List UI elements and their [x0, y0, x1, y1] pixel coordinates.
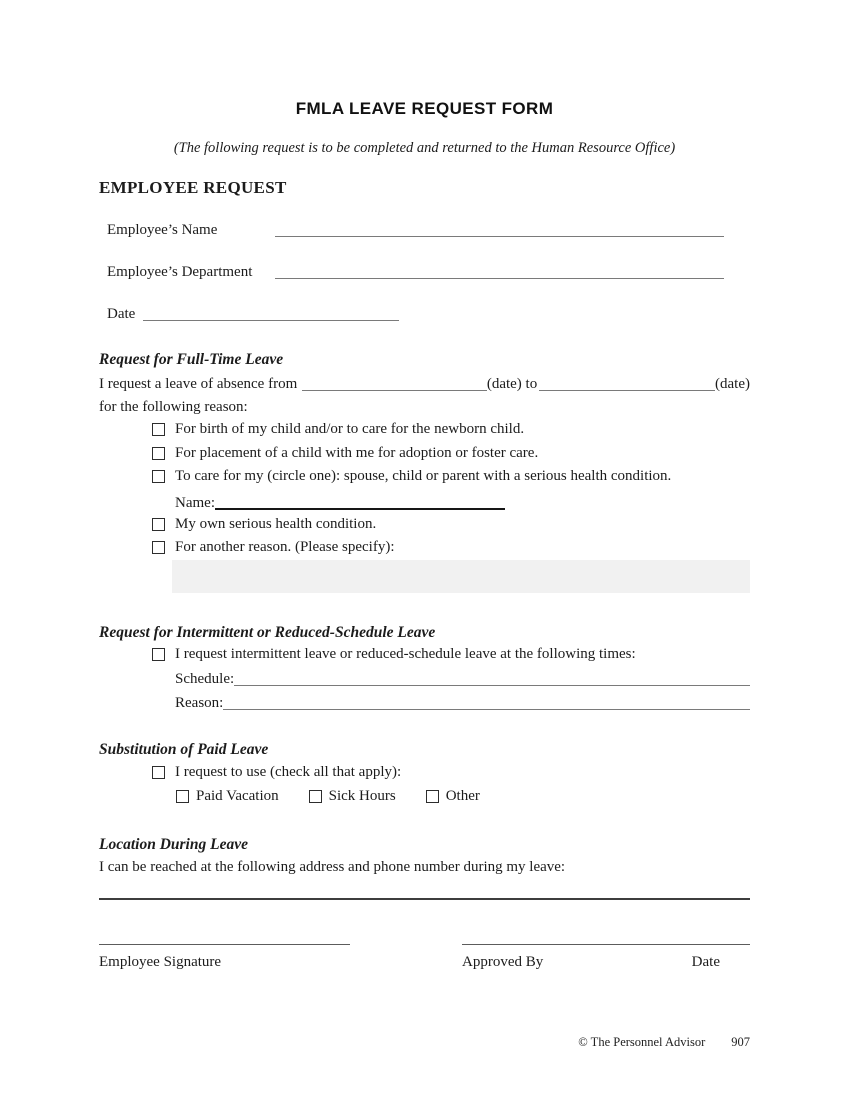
intermittent-reason-row — [175, 693, 750, 712]
reason-label-birth: For birth of my child and/or to care for the newborn child. — [175, 421, 525, 437]
employee-name-row — [99, 220, 750, 239]
reason-row-other — [152, 539, 750, 556]
employee-department-label: Employee’s Department — [107, 264, 253, 280]
reason-label-other: For another reason. (Please specify): — [175, 539, 395, 555]
other-reason-textarea[interactable] — [172, 560, 750, 593]
date-label: Date — [107, 306, 136, 322]
intermittent-checkbox-label: I request intermittent leave or reduced-schedule leave at the following times: — [175, 646, 636, 662]
form-number: 907 — [731, 1035, 750, 1049]
employee-signature-area — [99, 944, 350, 971]
reason-label-care-family: To care for my (circle one): spouse, child or parent with a serious health condition. — [175, 468, 672, 484]
page-footer — [578, 1035, 750, 1050]
checkbox-sick-hours[interactable] — [309, 790, 322, 803]
date-row — [99, 304, 750, 323]
paid-vacation-option — [176, 788, 279, 805]
approved-by-label: Approved By — [462, 954, 544, 970]
full-time-leave-heading: Request for Full-Time Leave — [99, 351, 284, 368]
employee-department-row — [99, 262, 750, 281]
paid-leave-checkbox-row — [99, 764, 750, 781]
employee-request-heading: EMPLOYEE REQUEST — [99, 178, 287, 197]
approval-date-label: Date — [691, 954, 720, 970]
other-option-label: Other — [445, 788, 480, 804]
checkbox-other-paid-leave[interactable] — [426, 790, 439, 803]
reason-row-own-health — [152, 516, 750, 533]
to-date-input[interactable] — [539, 377, 715, 391]
reason-label-adoption: For placement of a child with me for adoption or foster care. — [175, 444, 539, 461]
date-suffix-2: (date) — [715, 376, 750, 392]
schedule-label: Schedule: — [175, 671, 235, 687]
care-name-row — [175, 492, 750, 509]
intermittent-leave-heading: Request for Intermittent or Reduced-Schedule Leave — [99, 624, 436, 641]
location-text: I can be reached at the following address and phone number during my leave: — [99, 859, 566, 875]
page-title: FMLA LEAVE REQUEST FORM — [295, 99, 554, 118]
sick-hours-option — [309, 788, 396, 805]
form-instruction: (The following request is to be completed and returned to the Human Resource Office) — [173, 140, 676, 156]
paid-leave-checkbox-label: I request to use (check all that apply): — [175, 764, 402, 780]
reason-row-birth — [152, 421, 750, 438]
employee-department-input[interactable] — [275, 265, 724, 279]
paid-leave-heading: Substitution of Paid Leave — [99, 741, 269, 758]
schedule-row — [175, 669, 750, 688]
employee-signature-label: Employee Signature — [99, 954, 222, 970]
employee-signature-input[interactable] — [99, 944, 350, 945]
sick-hours-label: Sick Hours — [328, 788, 396, 804]
date-suffix-1: (date) to — [486, 376, 538, 392]
intermittent-reason-input[interactable] — [223, 696, 750, 710]
location-address-input[interactable] — [99, 898, 750, 900]
paid-vacation-label: Paid Vacation — [196, 788, 279, 804]
checkbox-other-reason[interactable] — [152, 541, 165, 554]
checkbox-intermittent-leave[interactable] — [152, 648, 165, 661]
full-time-reason-list — [99, 421, 750, 563]
checkbox-care-family-member[interactable] — [152, 470, 165, 483]
employee-name-label: Employee’s Name — [107, 222, 218, 238]
reason-row-adoption — [152, 445, 750, 462]
reason-label-own-health: My own serious health condition. — [175, 515, 377, 532]
checkbox-own-health-condition[interactable] — [152, 518, 165, 531]
other-option — [426, 788, 480, 805]
paid-leave-options — [176, 788, 750, 805]
signature-block — [99, 944, 750, 971]
from-date-input[interactable] — [302, 377, 487, 391]
approval-area — [462, 944, 750, 971]
reason-row-care-family — [152, 468, 750, 485]
checkbox-request-paid-leave[interactable] — [152, 766, 165, 779]
checkbox-paid-vacation[interactable] — [176, 790, 189, 803]
checkbox-birth-of-child[interactable] — [152, 423, 165, 436]
care-name-label: Name: — [175, 494, 215, 511]
leave-absence-prefix: I request a leave of absence from — [99, 376, 298, 392]
copyright-text: © The Personnel Advisor — [578, 1035, 706, 1049]
intermittent-checkbox-row — [99, 646, 750, 663]
employee-name-input[interactable] — [275, 223, 724, 237]
leave-absence-sentence — [99, 374, 750, 393]
date-input[interactable] — [143, 307, 399, 321]
approved-by-input[interactable] — [462, 944, 750, 945]
reason-intro: for the following reason: — [99, 399, 248, 415]
intermittent-reason-label: Reason: — [175, 695, 224, 711]
location-heading: Location During Leave — [99, 836, 248, 853]
checkbox-adoption-foster[interactable] — [152, 447, 165, 460]
care-name-input[interactable] — [215, 497, 505, 510]
schedule-input[interactable] — [234, 672, 750, 686]
